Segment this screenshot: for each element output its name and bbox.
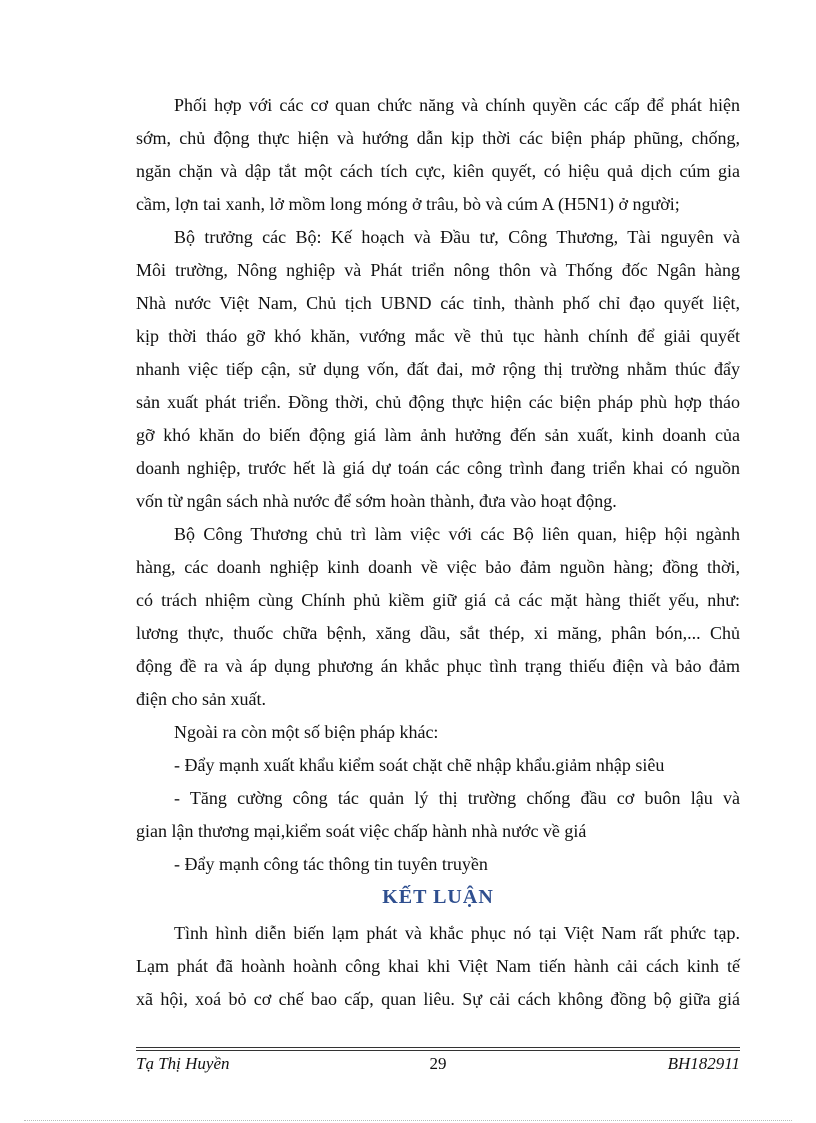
paragraph-line: sản xuất phát triển. Đồng thời, chủ động thực hiện các biện pháp phù hợp tháo [136, 392, 740, 412]
paragraph-line: Tình hình diễn biến lạm phát và khắc phục nó tại Việt Nam rất phức tạp. [174, 923, 740, 943]
section-heading: KẾT LUẬN [382, 886, 494, 908]
paragraph-line: hàng, các doanh nghiệp kinh doanh về việc bảo đảm nguồn hàng; đồng thời, [136, 557, 740, 577]
paragraph-line: Ngoài ra còn một số biện pháp khác: [174, 722, 439, 742]
bullet-item: - Tăng cường công tác quản lý thị trường chống đầu cơ buôn lậu và [174, 788, 740, 808]
bullet-item: - Đẩy mạnh xuất khẩu kiểm soát chặt chẽ nhập khẩu.giảm nhập siêu [174, 755, 665, 775]
bullet-item: - Đẩy mạnh công tác thông tin tuyên truyền [174, 854, 488, 874]
paragraph-line: kịp thời tháo gỡ khó khăn, vướng mắc về thủ tục hành chính để giải quyết [136, 326, 740, 346]
footer-rule [136, 1050, 740, 1051]
page-edge-divider [24, 1120, 792, 1121]
paragraph-line: Môi trường, Nông nghiệp và Phát triển nông thôn và Thống đốc Ngân hàng [136, 260, 740, 280]
bullet-item-continuation: gian lận thương mại,kiểm soát việc chấp hành nhà nước về giá [136, 821, 587, 841]
footer-code: BH182911 [667, 1054, 740, 1073]
paragraph-line: sớm, chủ động thực hiện và hướng dẫn kịp thời các biện pháp phũng, chống, [136, 128, 740, 148]
paragraph-line: Nhà nước Việt Nam, Chủ tịch UBND các tỉnh, thành phố chỉ đạo quyết liệt, [136, 293, 740, 313]
paragraph-line: nhanh việc tiếp cận, sử dụng vốn, đất đai, mở rộng thị trường nhằm thúc đẩy [136, 359, 740, 379]
paragraph-line: có trách nhiệm cùng Chính phủ kiềm giữ giá cả các mặt hàng thiết yếu, như: [136, 590, 740, 610]
paragraph-line: doanh nghiệp, trước hết là giá dự toán các công trình đang triển khai có nguồn [136, 458, 740, 478]
paragraph-line: Phối hợp với các cơ quan chức năng và chính quyền các cấp để phát hiện [174, 95, 740, 115]
page-footer [136, 1054, 740, 1078]
paragraph-line: Bộ trưởng các Bộ: Kế hoạch và Đầu tư, Công Thương, Tài nguyên và [174, 227, 740, 247]
paragraph-line: Lạm phát đã hoành hoành công khai khi Việt Nam tiến hành cải cách kinh tế [136, 956, 740, 976]
paragraph-line: ngăn chặn và dập tắt một cách tích cực, kiên quyết, có hiệu quả dịch cúm gia [136, 161, 740, 181]
paragraph-line: xã hội, xoá bỏ cơ chế bao cấp, quan liêu. Sự cải cách không đồng bộ giữa giá [136, 989, 740, 1009]
footer-author: Tạ Thị Huyền [136, 1054, 230, 1073]
paragraph-line: gỡ khó khăn do biến động giá làm ảnh hưởng đến sản xuất, kinh doanh của [136, 425, 740, 445]
paragraph-line: Bộ Công Thương chủ trì làm việc với các Bộ liên quan, hiệp hội ngành [174, 524, 740, 544]
footer-rule [136, 1047, 740, 1048]
paragraph-line: động đề ra và áp dụng phương án khắc phục tình trạng thiếu điện và bảo đảm [136, 656, 740, 676]
paragraph-line: điện cho sản xuất. [136, 689, 266, 709]
paragraph-line: cầm, lợn tai xanh, lở mồm long móng ở trâu, bò và cúm A (H5N1) ở người; [136, 194, 680, 214]
paragraph-line: lương thực, thuốc chữa bệnh, xăng dầu, sắt thép, xi măng, phân bón,... Chủ [136, 623, 740, 643]
footer-page-number: 29 [429, 1054, 447, 1073]
paragraph-line: vốn từ ngân sách nhà nước để sớm hoàn thành, đưa vào hoạt động. [136, 491, 617, 511]
